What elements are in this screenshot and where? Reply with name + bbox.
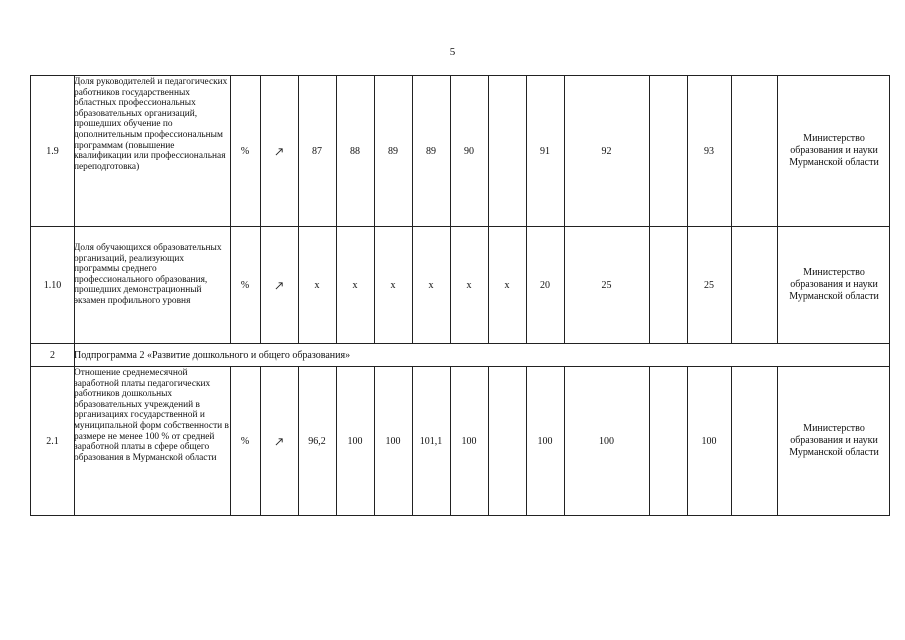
indicators-table — [30, 75, 890, 516]
value-cell: 20 — [540, 279, 550, 291]
indicator-name: Доля руководителей и педагогических работников государственных областных профессиональных образовательных организаций, прошедших обучение по дополнительным профессиональным программам (повышение квалификации или профессиональная переподготовка) — [74, 77, 228, 172]
value-cell: х — [504, 279, 510, 291]
row-number: 1.10 — [43, 279, 62, 291]
subprogram-title: Подпрограмма 2 «Развитие дошкольного и общего образования» — [74, 349, 351, 361]
value-cell — [649, 367, 687, 515]
value-cell: 90 — [464, 145, 474, 157]
subprogram-row — [30, 343, 890, 366]
value-cell — [649, 76, 687, 226]
arrow-up-icon — [275, 147, 284, 156]
trend-cell — [260, 367, 298, 515]
value-cell: х — [352, 279, 358, 291]
indicator-name: Доля обучающихся образовательных организаций, реализующих программы среднего профессионального образования, прошедших демонстрационный экзамен профильного уровня — [74, 243, 222, 306]
row-number: 2.1 — [46, 435, 59, 447]
unit-cell: % — [240, 279, 250, 291]
value-cell — [488, 76, 526, 226]
value-cell: 93 — [704, 145, 714, 157]
table-row — [30, 75, 890, 226]
page-number: 5 — [449, 46, 456, 58]
value-cell: 101,1 — [419, 435, 443, 447]
value-cell: х — [466, 279, 472, 291]
subprogram-number: 2 — [50, 349, 55, 361]
value-cell: 100 — [537, 435, 553, 447]
value-cell: 25 — [704, 279, 714, 291]
value-cell — [649, 227, 687, 343]
value-cell: 87 — [312, 145, 322, 157]
unit-cell: % — [240, 435, 250, 447]
responsible-cell: Министерство образования и науки Мурманской области — [789, 133, 879, 168]
responsible-cell: Министерство образования и науки Мурманской области — [789, 267, 879, 302]
value-cell: 91 — [540, 145, 550, 157]
value-cell: 89 — [426, 145, 436, 157]
value-cell: 100 — [701, 435, 717, 447]
value-cell: 100 — [385, 435, 401, 447]
value-cell: х — [390, 279, 396, 291]
value-cell — [731, 227, 777, 343]
value-cell: 92 — [601, 145, 612, 157]
value-cell: 100 — [599, 435, 614, 447]
value-cell: 96,2 — [308, 435, 326, 447]
responsible-cell: Министерство образования и науки Мурманской области — [789, 423, 879, 458]
indicator-name: Отношение среднемесячной заработной платы педагогических работников дошкольных образовательных учреждений в организациях государственной и муниципальной форм собственности в размере не менее 100 % от средней заработной платы в сфере общего образования в Мурманской области — [74, 368, 229, 463]
value-cell: 100 — [347, 435, 363, 447]
value-cell — [488, 367, 526, 515]
value-cell — [731, 367, 777, 515]
unit-cell: % — [240, 145, 250, 157]
value-cell: 89 — [388, 145, 398, 157]
value-cell: 25 — [601, 279, 612, 291]
arrow-up-icon — [275, 437, 284, 446]
value-cell: 100 — [461, 435, 477, 447]
row-number: 1.9 — [46, 145, 59, 157]
table-row — [30, 226, 890, 343]
trend-cell — [260, 227, 298, 343]
value-cell — [731, 76, 777, 226]
trend-cell — [260, 76, 298, 226]
value-cell: х — [428, 279, 434, 291]
arrow-up-icon — [275, 281, 284, 290]
table-row — [30, 366, 890, 516]
value-cell: х — [314, 279, 320, 291]
value-cell: 88 — [350, 145, 360, 157]
